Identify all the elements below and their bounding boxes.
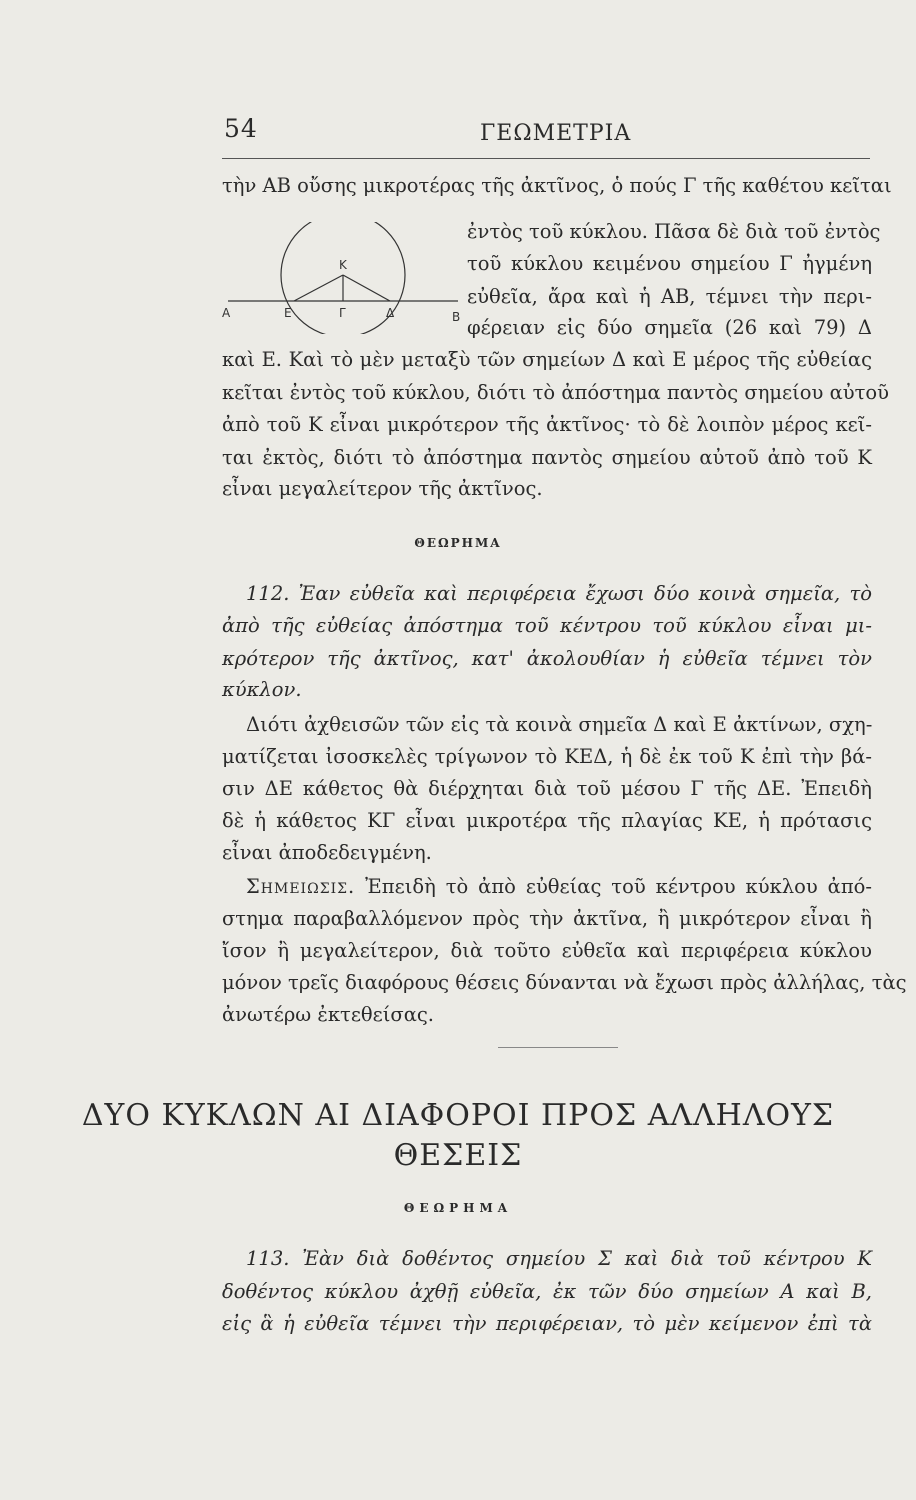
section-title-line-2: ΘΕΣΕΙΣ (393, 1138, 523, 1173)
para1-line-10: εἶναι μεγαλείτερον τῆς ἀκτῖνος. (222, 477, 543, 500)
figure-label-a: Α (222, 306, 231, 320)
proof-112-line-5: εἶναι ἀποδεδειγμένη. (222, 841, 432, 864)
figure-label-e: Ε (284, 306, 292, 320)
theorem-112-line-1: 112. Ἐαν εὐθεῖα καὶ περιφέρεια ἔχωσι δύο κοινὰ σημεῖα, τὸ (246, 582, 872, 605)
section-title-line-1: ΔΥΟ ΚΥΚΛΩΝ ΑΙ ΔΙΑΦΟΡΟΙ ΠΡΟΣ ΑΛΛΗΛΟΥΣ (81, 1098, 835, 1133)
circle-secant-figure (218, 222, 468, 334)
section-separator (498, 1047, 618, 1048)
figure-radius-kd (343, 275, 390, 301)
theorem-112-heading: ΘΕΩΡΗΜΑ (414, 536, 502, 550)
theorem-113-line-2: δοθέντος κύκλου ἀχθῇ εὐθεῖα, ἐκ τῶν δύο σημείων Α καὶ Β, (222, 1280, 872, 1303)
para1-line-8: ἀπὸ τοῦ Κ εἶναι μικρότερον τῆς ἀκτῖνος· τὸ δὲ λοιπὸν μέρος κεῖ- (222, 413, 872, 436)
theorem-113-line-1: 113. Ἐὰν διὰ δοθέντος σημείου Σ καὶ διὰ τοῦ κέντρου Κ (246, 1247, 872, 1270)
theorem-112-line-2: ἀπὸ τῆς εὐθείας ἀπόστημα τοῦ κέντρου τοῦ κύκλου εἶναι μι- (222, 614, 872, 637)
para1-line-6: καὶ Ε. Καὶ τὸ μὲν μεταξὺ τῶν σημείων Δ καὶ Ε μέρος τῆς εὐθείας (222, 348, 872, 371)
figure-label-b: Β (452, 310, 461, 324)
figure-label-g: Γ (339, 306, 346, 320)
running-head: ΓΕΩΜΕΤΡΙΑ (480, 121, 632, 146)
notes-line-2: στημα παραβαλλόμενον πρὸς τὴν ἀκτῖνα, ἢ μικρότερον εἶναι ἢ (222, 907, 872, 930)
notes-line-5: ἀνωτέρω ἐκτεθείσας. (222, 1003, 435, 1026)
para1-line-3: τοῦ κύκλου κειμένου σημείου Γ ἠγμένη (467, 252, 872, 275)
proof-112-line-1: Διότι ἀχθεισῶν τῶν εἰς τὰ κοινὰ σημεῖα Δ καὶ Ε ἀκτίνων, σχη- (246, 713, 873, 736)
notes-line-4: μόνον τρεῖς διαφόρους θέσεις δύνανται νὰ ἔχωσι πρὸς ἀλλήλας, τὰς (222, 971, 907, 994)
para1-line-7: κεῖται ἐντὸς τοῦ κύκλου, διότι τὸ ἀπόστημα παντὸς σημείου αὐτοῦ (222, 381, 889, 404)
theorem-112-line-4: κύκλον. (222, 678, 302, 701)
proof-112-line-3: σιν ΔΕ κάθετος θὰ διέρχηται διὰ τοῦ μέσου Γ τῆς ΔΕ. Ἐπειδὴ (222, 777, 872, 800)
theorem-113-line-3: εἰς ἃ ἡ εὐθεῖα τέμνει τὴν περιφέρειαν, τὸ μὲν κείμενον ἐπὶ τὰ (222, 1312, 872, 1335)
figure-label-d: Δ (386, 306, 395, 320)
notes-line-1 (246, 872, 872, 902)
page-number: 54 (224, 114, 258, 143)
figure-radius-ke (294, 275, 343, 301)
notes-label: Σημειωσις. (246, 875, 356, 898)
theorem-112-line-3: κρότερον τῆς ἀκτῖνος, κατ' ἀκολουθίαν ἡ εὐθεῖα τέμνει τὸν (222, 647, 872, 670)
notes-line-3: ἴσον ἢ μεγαλείτερον, διὰ τοῦτο εὐθεῖα καὶ περιφέρεια κύκλου (222, 939, 872, 962)
figure-label-k: Κ (339, 258, 347, 272)
notes-first-line-text: Ἐπειδὴ τὸ ἀπὸ εὐθείας τοῦ κέντρου κύκλου ἀπό- (365, 875, 872, 898)
para1-line-5: φέρειαν εἰς δύο σημεῖα (26 καὶ 79) Δ (467, 316, 872, 339)
header-rule (222, 158, 870, 159)
proof-112-line-2: ματίζεται ἰσοσκελὲς τρίγωνον τὸ ΚΕΔ, ἡ δὲ ἐκ τοῦ Κ ἐπὶ τὴν βά- (222, 745, 872, 768)
theorem-113-heading: ΘΕΩΡΗΜΑ (403, 1201, 513, 1215)
para1-line-4: εὐθεῖα, ἄρα καὶ ἡ ΑΒ, τέμνει τὴν περι- (467, 285, 872, 308)
proof-112-line-4: δὲ ἡ κάθετος ΚΓ εἶναι μικροτέρα τῆς πλαγίας ΚΕ, ἡ πρότασις (222, 809, 872, 832)
para1-line-1: τὴν ΑΒ οὔσης μικροτέρας τῆς ἀκτῖνος, ὁ πούς Γ τῆς καθέτου κεῖται (222, 174, 892, 197)
para1-line-2: ἐντὸς τοῦ κύκλου. Πᾶσα δὲ διὰ τοῦ ἐντὸς (467, 220, 881, 243)
para1-line-9: ται ἐκτὸς, διότι τὸ ἀπόστημα παντὸς σημείου αὐτοῦ ἀπὸ τοῦ Κ (222, 446, 872, 469)
